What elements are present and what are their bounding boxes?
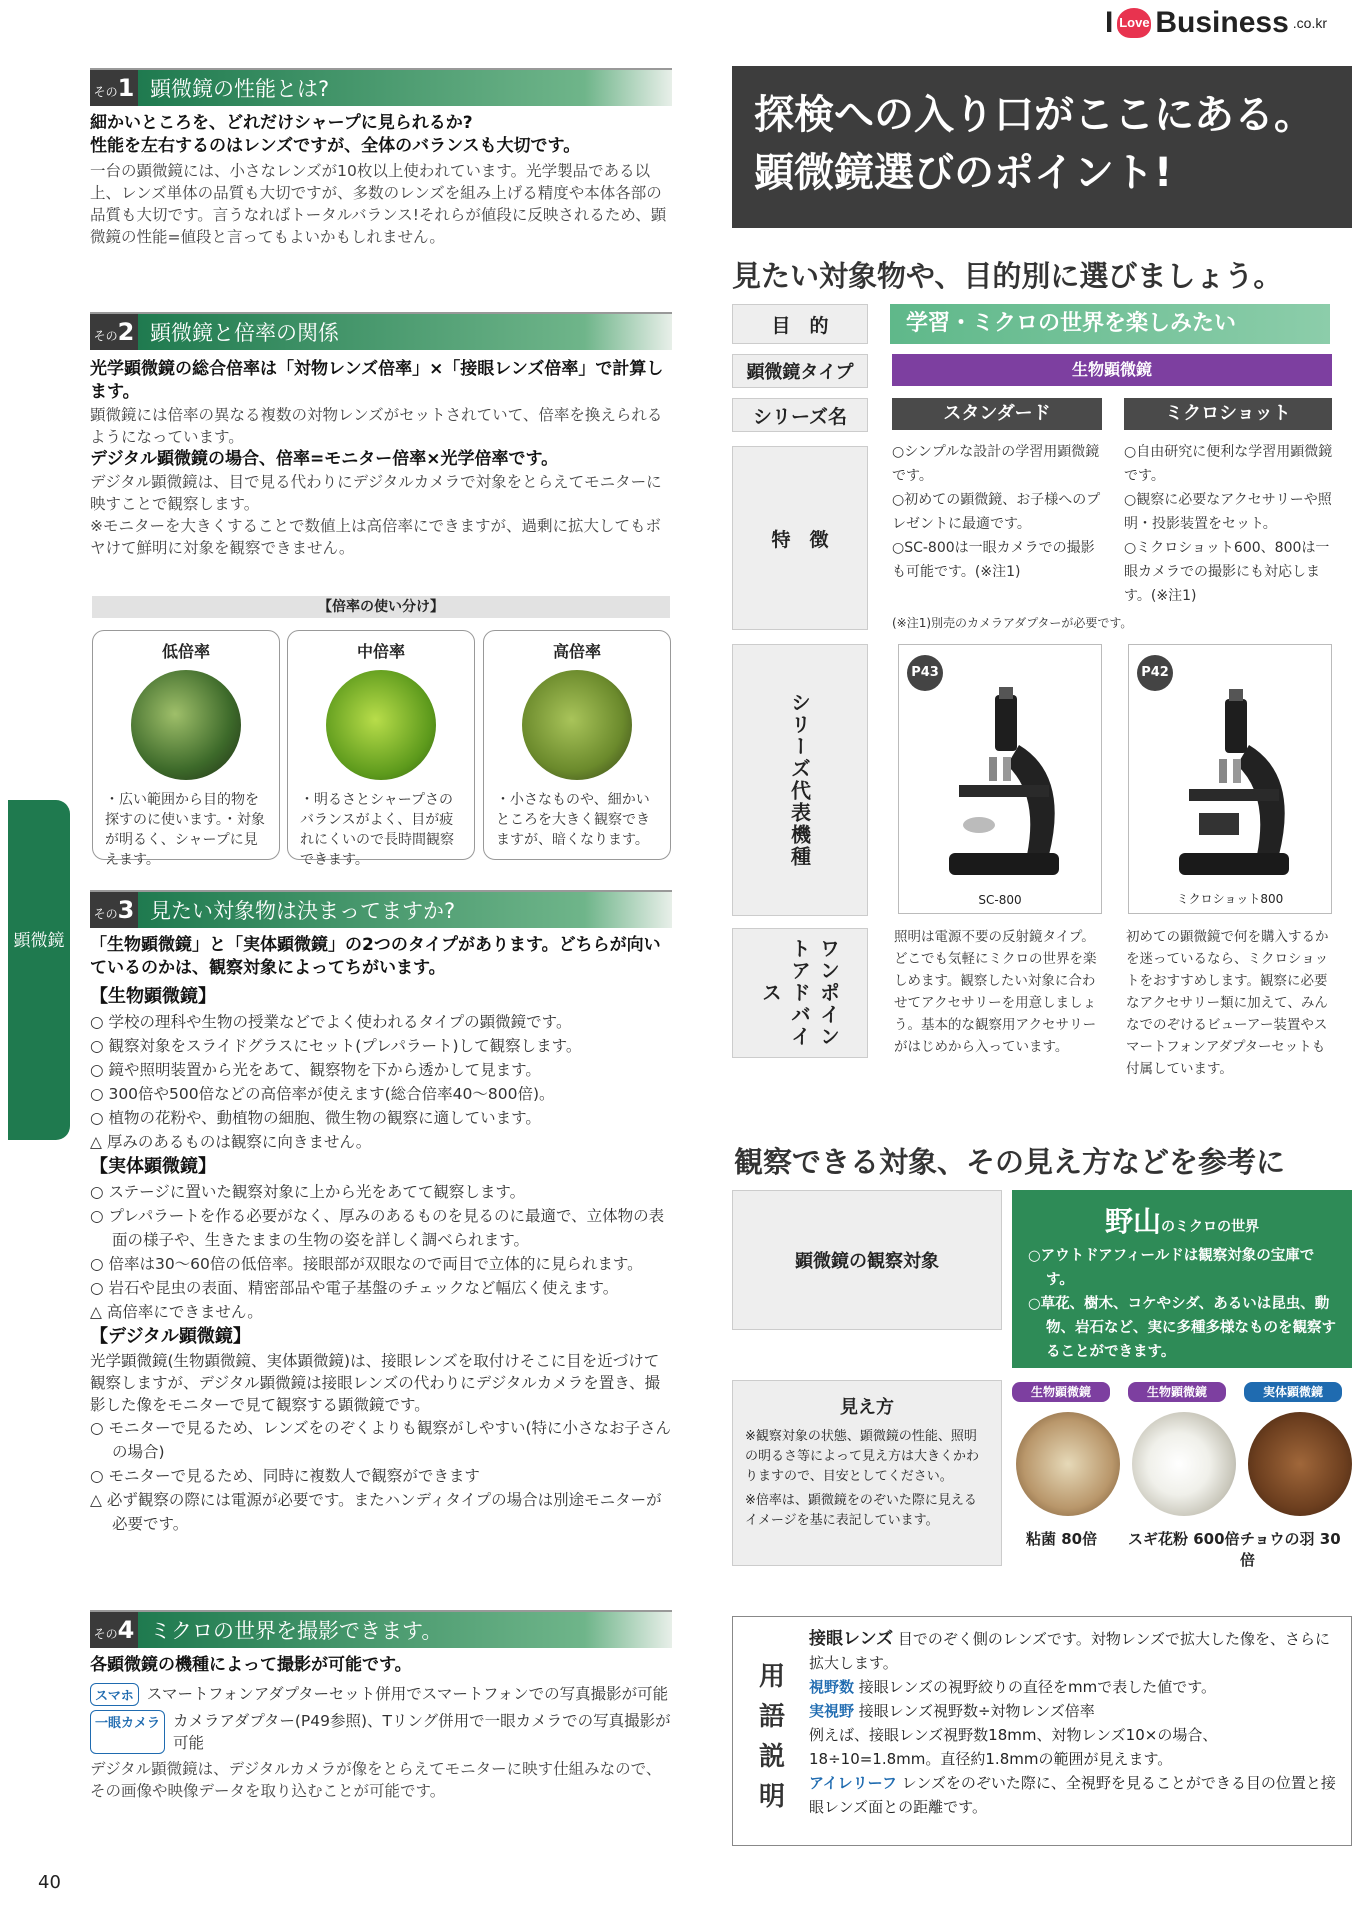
world-title: 野山: [1104, 1205, 1161, 1238]
sample-mag: 30倍: [1240, 1530, 1341, 1569]
section-1: [90, 68, 672, 248]
feature-item: ○SC-800は一眼カメラでの撮影も可能です。(※注1): [892, 540, 1095, 580]
sec2-body-1: 顕微鏡には倍率の異なる複数の対物レンズがセットされていて、倍率を換えられるようになっています。: [90, 406, 663, 446]
sec3-no-prefix: その: [93, 907, 118, 921]
section-4-header: [90, 1610, 672, 1648]
label-series: シリーズ名: [732, 398, 868, 432]
sample-name: スギ花粉: [1128, 1530, 1189, 1548]
label-advice: [732, 928, 868, 1058]
glossary-item: [809, 1675, 1339, 1699]
stereo-heading: 【実体顕微鏡】: [90, 1156, 216, 1177]
list-item: ○ 鏡や照明装置から光をあて、観察物を下から透かして見ます。: [90, 1061, 541, 1079]
digital-heading: 【デジタル顕微鏡】: [90, 1326, 251, 1347]
label-feature: 特 徴: [732, 446, 868, 630]
sec3-no: 3: [117, 896, 135, 924]
glossary-item: [809, 1627, 1339, 1675]
camera-tag: 一眼カメラ: [90, 1710, 165, 1754]
sec1-no: 1: [117, 74, 135, 102]
feature-item: ○観察に必要なアクセサリーや照明・投影装置をセット。: [1124, 492, 1332, 532]
feature-item: ○自由研究に便利な学習用顕微鏡です。: [1124, 444, 1333, 484]
sample-chip: 生物顕微鏡: [1128, 1382, 1226, 1402]
sec2-body-3: ※モニターを大きくすることで数値上は高倍率にできますが、過剰に拡大してもボヤけて鮮明に対象を観察できません。: [90, 517, 661, 557]
sec2-no: 2: [117, 318, 135, 346]
glossary-term: アイレリーフ: [809, 1774, 897, 1792]
glossary-desc: 目でのぞく側のレンズです。対物レンズで拡大した像を、さらに拡大します。: [809, 1630, 1331, 1672]
section-1-header: [90, 68, 672, 106]
feature-item: ○シンプルな設計の学習用顕微鏡です。: [892, 444, 1100, 484]
glossary-item: [809, 1699, 1339, 1723]
feature-standard: [892, 440, 1106, 584]
camera-text: カメラアダプター(P49参照)、Tリング併用で一眼カメラでの写真撮影が可能: [173, 1712, 671, 1752]
glossary-desc: 接眼レンズ視野数÷対物レンズ倍率: [858, 1702, 1095, 1720]
label-target: 顕微鏡の観察対象: [732, 1190, 1002, 1330]
world-suffix: のミクロの世界: [1161, 1219, 1259, 1235]
sample-mag: 600倍: [1193, 1530, 1240, 1548]
sample-label: [1128, 1528, 1240, 1549]
glossary-term: 実視野: [809, 1702, 855, 1720]
purpose-value: 学習・ミクロの世界を楽しみたい: [890, 304, 1330, 344]
mag-card-title: 低倍率: [161, 642, 210, 661]
series-standard: スタンダード: [892, 398, 1102, 430]
list-item: ○ プレパラートを作る必要がなく、厚みのあるものを見るのに最適で、立体物の表面の様子や、生きたままの生物の姿を詳しく調べられます。: [90, 1207, 665, 1249]
feature-item: ○ミクロショット600、800は一眼カメラでの撮影にも対応します。(※注1): [1124, 540, 1330, 604]
sec1-lead-2: 性能を左右するのはレンズですが、全体のバランスも大切です。: [90, 136, 581, 156]
sec3-lead: 「生物顕微鏡」と「実体顕微鏡」の2つのタイプがあります。どちらが向いているのかは、観察対象によってちがいます。: [90, 935, 661, 978]
sec2-body-2: デジタル顕微鏡は、目で見る代わりにデジタルカメラで対象をとらえてモニターに映すことで観察します。: [90, 473, 662, 513]
logo-suffix: .co.kr: [1292, 15, 1327, 31]
photo-row-camera: [90, 1710, 672, 1754]
list-item: ○ 300倍や500倍などの高倍率が使えます(総合倍率40〜800倍)。: [90, 1085, 555, 1103]
page-badge: P43: [907, 655, 943, 691]
samples: [1012, 1382, 1352, 1572]
smartphone-text: スマートフォンアダプターセット併用でスマートフォンでの写真撮影が可能: [146, 1685, 669, 1703]
view-note-1: ※観察対象の状態、顕微鏡の性能、照明の明るさ等によって見え方は大きくかわりますので、目安としてください。: [745, 1429, 980, 1484]
side-tab[interactable]: 顕微鏡: [8, 800, 70, 1140]
sec2-lead-1: 光学顕微鏡の総合倍率は「対物レンズ倍率」×「接眼レンズ倍率」で計算します。: [90, 359, 664, 402]
world-item: ○アウトドアフィールドは観察対象の宝庫です。: [1028, 1248, 1315, 1288]
list-item: △ 高倍率にできません。: [90, 1303, 263, 1321]
heart-icon: Love: [1117, 8, 1151, 38]
observe-heading: 観察できる対象、その見え方などを参考に: [734, 1145, 1286, 1179]
sec4-body: デジタル顕微鏡は、デジタルカメラが像をとらえてモニターに映す仕組みなので、その画像や映像データを取り込むことが可能です。: [90, 1760, 662, 1800]
model-sc800[interactable]: [898, 644, 1102, 914]
glossary-term: 視野数: [809, 1678, 855, 1696]
sec1-title: 顕微鏡の性能とは?: [150, 77, 330, 101]
series-microshot: ミクロショット: [1124, 398, 1332, 430]
photo-row-smartphone: [90, 1683, 672, 1706]
leaf-cells-photo: [326, 670, 436, 780]
list-item: ○ 観察対象をスライドグラスにセット(プレパラート)して観察します。: [90, 1037, 582, 1055]
smartphone-tag: スマホ: [90, 1683, 139, 1706]
hero-line-2: 顕微鏡選びのポイント!: [754, 150, 1173, 196]
hero-banner: [732, 66, 1352, 228]
mag-card-high: [483, 630, 671, 860]
list-item: ○ モニターで見るため、同時に複数人で観察ができます: [90, 1467, 480, 1485]
sec2-no-prefix: その: [93, 329, 118, 343]
advice-standard: 照明は電源不要の反射鏡タイプ。どこでも気軽にミクロの世界を楽しめます。観察したい対象に合わせてアクセサリーを用意しましょう。基本的な観察用アクセサリーがはじめから入っています。: [894, 929, 1097, 1055]
magnification-caption: 【倍率の使い分け】: [92, 596, 670, 618]
glossary-item: [809, 1723, 1339, 1771]
page-badge: P42: [1137, 655, 1173, 691]
sec4-no-prefix: その: [93, 1627, 118, 1641]
glossary-term: 接眼レンズ: [809, 1629, 894, 1649]
list-item: ○ 岩石や昆虫の表面、精密部品や電子基盤のチェックなど幅広く使えます。: [90, 1279, 619, 1297]
mag-card-text: ・明るさとシャープさのバランスがよく、目が疲れにくいので長時間観察できます。: [300, 792, 454, 868]
list-item: △ 必ず観察の際には電源が必要です。またハンディタイプの場合は別途モニターが必要です。: [90, 1491, 662, 1533]
glossary-item: [809, 1771, 1339, 1819]
glossary-desc: 接眼レンズの視野絞りの直径をmmで表した値です。: [858, 1678, 1216, 1696]
sec4-title: ミクロの世界を撮影できます。: [150, 1619, 443, 1643]
advice-microshot: 初めての顕微鏡で何を購入するかを迷っているなら、ミクロショットをおすすめします。観察に必要なアクセサリー類に加えて、みんなでのぞけるビューアー装置やスマートフォンアダプターセットも付属しています。: [1126, 929, 1329, 1077]
section-3: [90, 890, 672, 1536]
section-2-header: [90, 312, 672, 350]
feature-microshot: [1124, 440, 1338, 608]
label-view: 見え方: [840, 1397, 894, 1418]
cell-closeup-photo: [522, 670, 632, 780]
sample-mag: 80倍: [1061, 1530, 1098, 1548]
hero-line-1: 探検への入り口がここにある。: [754, 92, 1314, 138]
sec1-lead-1: 細かいところを、どれだけシャープに見られるか?: [90, 113, 473, 133]
brand-logo: [1105, 6, 1327, 40]
sec2-lead-2: デジタル顕微鏡の場合、倍率=モニター倍率×光学倍率です。: [90, 449, 559, 469]
glossary-desc: 例えば、接眼レンズ視野数18mm、対物レンズ10×の場合、18÷10=1.8mm。直径約1.8mmの範囲が見えます。: [809, 1726, 1218, 1768]
sec4-lead: 各顕微鏡の機種によって撮影が可能です。: [90, 1655, 412, 1675]
microscope-sc800-image: [899, 685, 1103, 885]
glossary-desc: レンズをのぞいた際に、全視野を見ることができる目の位置と接眼レンズ面との距離です。: [809, 1774, 1336, 1816]
mag-card-text: ・小さなものや、細かいところを大きく観察できますが、暗くなります。: [496, 792, 650, 848]
sec2-title: 顕微鏡と倍率の関係: [150, 321, 339, 345]
sample-chip: 実体顕微鏡: [1244, 1382, 1342, 1402]
page-number: 40: [38, 1872, 61, 1893]
view-note-2: ※倍率は、顕微鏡をのぞいた際に見えるイメージを基に表記しています。: [745, 1493, 977, 1528]
glossary-box: [732, 1616, 1352, 1846]
glossary-title: 用語説明: [759, 1662, 786, 1812]
section-2: [90, 312, 672, 559]
select-heading: 見たい対象物や、目的別に選びましょう。: [732, 259, 1283, 293]
pollen-photo: [1132, 1412, 1236, 1516]
section-3-header: [90, 890, 672, 928]
label-type: 顕微鏡タイプ: [732, 354, 868, 388]
mag-card-low: [92, 630, 280, 868]
sec4-no: 4: [117, 1616, 135, 1644]
label-model-text: シリーズ代表機種: [787, 692, 812, 868]
label-model: [732, 644, 868, 916]
section-4: [90, 1610, 672, 1802]
list-item: △ 厚みのあるものは観察に向きません。: [90, 1133, 372, 1151]
digital-body: 光学顕微鏡(生物顕微鏡、実体顕微鏡)は、接眼レンズを取付けそこに目を近づけて観察しますが、デジタル顕微鏡は接眼レンズの代わりにデジタルカメラを置き、撮影した像をモニターで見て観察する顕微鏡です。: [90, 1352, 661, 1414]
field-world-box: [1012, 1190, 1352, 1368]
mag-card-title: 中倍率: [356, 642, 405, 661]
sec3-title: 見たい対象物は決まってますか?: [150, 899, 456, 923]
mag-card-title: 高倍率: [552, 642, 601, 661]
logo-i: I: [1105, 6, 1114, 39]
type-value: 生物顕微鏡: [892, 354, 1332, 386]
list-item: ○ 植物の花粉や、動植物の細胞、微生物の観察に適しています。: [90, 1109, 541, 1127]
butterfly-wing-photo: [1248, 1412, 1352, 1516]
sample-name: 粘菌: [1026, 1530, 1057, 1548]
sample-chip: 生物顕微鏡: [1012, 1382, 1110, 1402]
list-item: ○ ステージに置いた観察対象に上から光をあてて観察します。: [90, 1183, 526, 1201]
mag-card-text: ・広い範囲から目的物を探すのに使います。・対象が明るく、シャープに見えます。: [105, 792, 265, 868]
model-name: ミクロショット800: [1176, 892, 1284, 906]
label-purpose: 目 的: [732, 304, 868, 344]
bio-heading: 【生物顕微鏡】: [90, 986, 216, 1007]
sample-label: [1240, 1528, 1352, 1570]
sec1-no-prefix: その: [93, 85, 118, 99]
list-item: ○ 学校の理科や生物の授業などでよく使われるタイプの顕微鏡です。: [90, 1013, 572, 1031]
sample-label: [1026, 1528, 1097, 1549]
logo-business: Business: [1155, 6, 1289, 39]
label-advice-text: ワンポイントアドバイス: [758, 938, 841, 1048]
slime-mold-photo: [1016, 1412, 1120, 1516]
mag-card-medium: [287, 630, 475, 868]
world-item: ○草花、樹木、コケやシダ、あるいは昆虫、動物、岩石など、実に多種多様なものを観察することができます。: [1028, 1296, 1336, 1360]
model-microshot800[interactable]: [1128, 644, 1332, 914]
model-name: SC-800: [978, 893, 1022, 907]
view-box: [732, 1380, 1002, 1566]
list-item: ○ モニターで見るため、レンズをのぞくよりも観察がしやすい(特に小さなお子さんの場合): [90, 1419, 672, 1461]
microscope-microshot800-image: [1129, 685, 1333, 885]
sec1-body: 一台の顕微鏡には、小さなレンズが10枚以上使われています。光学製品である以上、レンズ単体の品質も大切ですが、多数のレンズを組み上げる精度や本体各部の品質も大切です。言うなればトータルバランス!それらが値段に反映されるため、顕微鏡の性能=値段と言ってもよいかもしれません。: [90, 162, 667, 246]
feature-note: (※注1)別売のカメラアダプターが必要です。: [892, 616, 1133, 630]
list-item: ○ 倍率は30〜60倍の低倍率。接眼部が双眼なので両目で立体的に見られます。: [90, 1255, 643, 1273]
snake-photo: [131, 670, 241, 780]
sample-name: チョウの羽: [1240, 1530, 1315, 1548]
feature-item: ○初めての顕微鏡、お子様へのプレゼントに最適です。: [892, 492, 1101, 532]
